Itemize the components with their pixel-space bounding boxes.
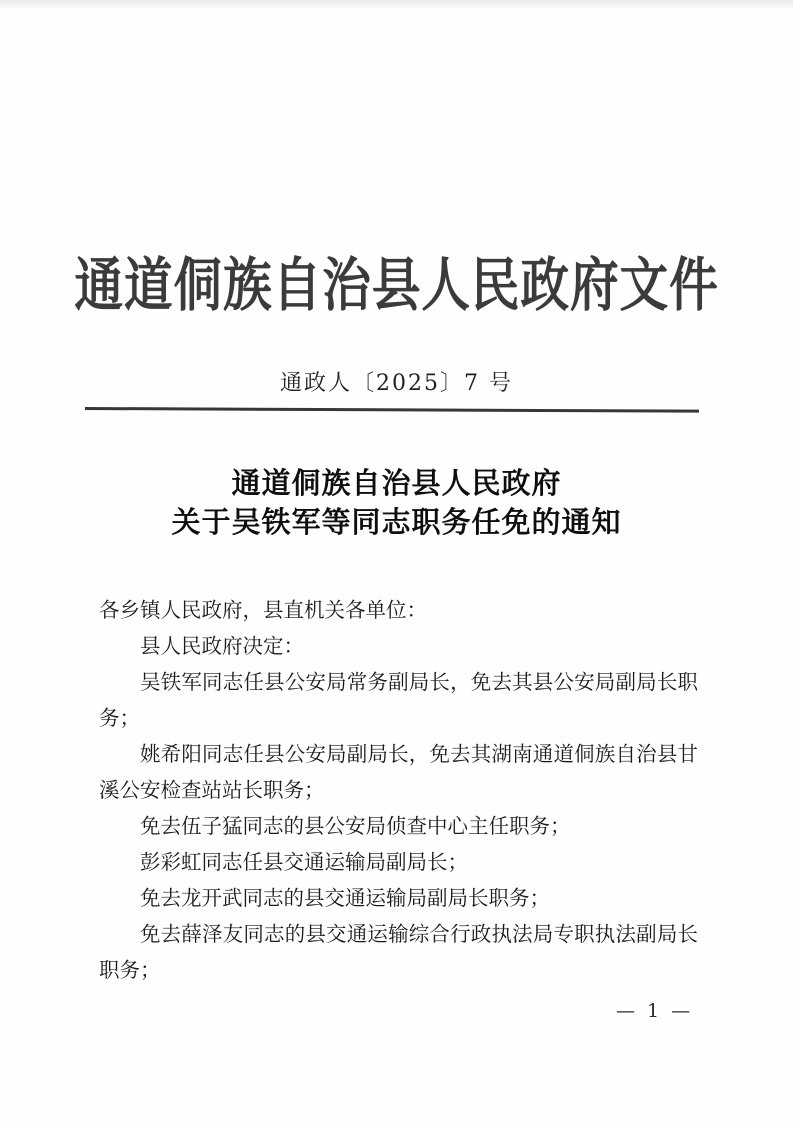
body-paragraph: 吴铁军同志任县公安局常务副局长，免去其县公安局副局长职务；	[99, 670, 698, 730]
notice-title-line1: 通道侗族自治县人民政府	[231, 466, 562, 500]
body-paragraph: 彭彩虹同志任县交通运输局副局长；	[140, 850, 468, 874]
body-paragraph: 免去伍子猛同志的县公安局侦查中心主任职务；	[140, 814, 571, 838]
scan-edge-artifact	[0, 0, 793, 9]
body-paragraph: 免去薛泽友同志的县交通运输综合行政执法局专职执法副局长职务；	[99, 922, 698, 982]
notice-title	[0, 464, 793, 542]
notice-body	[99, 592, 698, 988]
body-paragraph: 县人民政府决定：	[140, 634, 304, 658]
masthead-divider-rule	[85, 407, 699, 413]
page-number: — 1 —	[616, 1000, 694, 1022]
government-masthead: 通道侗族自治县人民政府文件	[74, 251, 719, 319]
body-paragraph: 免去龙开武同志的县交通运输局副局长职务；	[140, 886, 550, 910]
notice-title-line2: 关于吴铁军等同志职务任免的通知	[171, 505, 622, 539]
document-reference-number: 通政人〔2025〕7 号	[280, 371, 513, 396]
salutation-paragraph: 各乡镇人民政府，县直机关各单位：	[99, 598, 427, 622]
body-paragraph: 姚希阳同志任县公安局副局长，免去其湖南通道侗族自治县甘溪公安检查站站长职务；	[99, 742, 698, 802]
